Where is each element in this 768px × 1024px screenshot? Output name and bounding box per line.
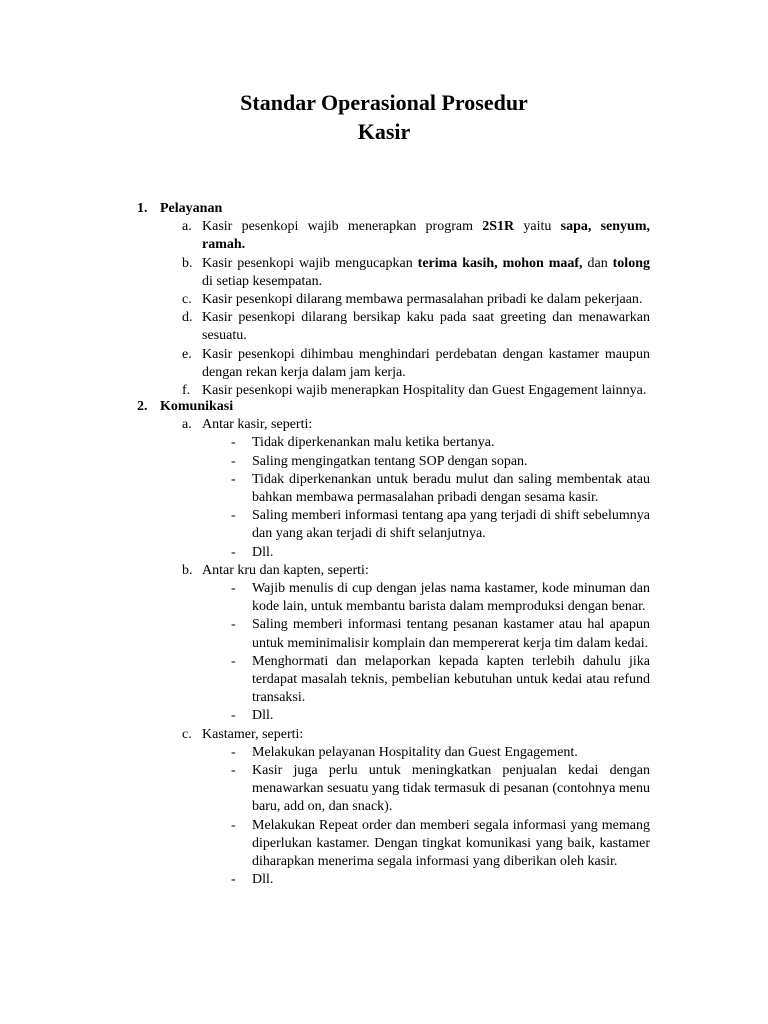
section-komunikasi (0, 398, 768, 889)
item-letter: e. (182, 346, 192, 362)
list-item (0, 309, 768, 345)
item-text-run: di setiap kesempatan. (202, 273, 323, 289)
item-text (202, 726, 650, 744)
section-number: 2. (137, 399, 148, 414)
bullet-item (0, 544, 768, 562)
bullet-item (0, 580, 768, 616)
bullet-text: Dll. (252, 872, 274, 888)
bullet-item (0, 453, 768, 471)
bold-text: tolong (612, 255, 650, 271)
list-item (0, 416, 768, 434)
bullet-item (0, 762, 768, 817)
dash-bullet-icon: - (231, 744, 236, 760)
list-item (0, 218, 768, 254)
dash-bullet-icon: - (231, 581, 236, 597)
list-item (0, 562, 768, 580)
section-heading (0, 398, 768, 416)
title-line-2: Kasir (357, 119, 411, 144)
bullet-text: Wajib menulis di cup dengan jelas nama kastamer, kode minuman dan kode lain, untuk membantu barista dalam memproduksi dengan benar. (252, 581, 650, 615)
bullet-text: Saling memberi informasi tentang pesanan kastamer atau hal apapun untuk meminimalisir komplain dan mempererat kerja tim dalam kedai. (252, 617, 650, 651)
item-letter: a. (182, 219, 192, 235)
section-title: Pelayanan (160, 201, 223, 216)
section-pelayanan (0, 200, 768, 400)
item-text-run: Antar kru dan kapten, seperti: (202, 562, 369, 578)
item-text-run: Kasir pesenkopi wajib menerapkan Hospitality dan Guest Engagement lainnya. (202, 383, 647, 399)
list-item (0, 255, 768, 291)
dash-bullet-icon: - (231, 617, 236, 633)
item-letter: a. (182, 417, 192, 433)
bullet-item (0, 507, 768, 543)
item-text-run: dan (582, 255, 613, 271)
list-item (0, 726, 768, 744)
bullet-text: Melakukan Repeat order dan memberi segala informasi yang memang diperlukan kastamer. Dengan tingkat komunikasi yang baik, kastamer diharapkan menerima segala informasi yang diberikan oleh kasir. (252, 817, 650, 870)
dash-bullet-icon: - (231, 453, 236, 469)
item-letter: b. (182, 255, 193, 271)
dash-bullet-icon: - (231, 435, 236, 451)
bullet-text: Kasir juga perlu untuk meningkatkan penjualan kedai dengan menawarkan sesuatu yang tidak termasuk di pesanan (contohnya menu baru, add on, dan snack). (252, 763, 650, 815)
bullet-item (0, 471, 768, 507)
item-text-run: Kasir pesenkopi dilarang membawa permasalahan pribadi ke dalam pekerjaan. (202, 292, 643, 307)
item-text (202, 291, 650, 309)
item-text-run: Kasir pesenkopi wajib mengucapkan (202, 255, 418, 271)
item-text (202, 309, 650, 345)
item-letter: f. (182, 383, 191, 399)
dash-bullet-icon: - (231, 653, 236, 669)
bold-text: 2S1R (482, 219, 515, 235)
item-text-run: Kastamer, seperti: (202, 726, 304, 742)
bold-text: sapa, senyum, ramah. (202, 219, 650, 253)
dash-bullet-icon: - (231, 817, 236, 833)
item-text (202, 562, 650, 580)
item-text-run: Kasir pesenkopi dilarang bersikap kaku pada saat greeting dan menawarkan sesuatu. (202, 310, 650, 344)
item-letter: c. (182, 726, 192, 742)
bullet-item (0, 653, 768, 708)
bullet-text: Melakukan pelayanan Hospitality dan Guest Engagement. (252, 744, 578, 760)
item-text-run: Kasir pesenkopi wajib menerapkan program (202, 219, 483, 235)
bullet-item (0, 707, 768, 725)
list-item (0, 346, 768, 382)
bullet-text: Menghormati dan melaporkan kepada kapten terlebih dahulu jika terdapat masalah teknis, pembelian kebutuhan untuk kedai atau refund transaksi. (252, 653, 650, 706)
dash-bullet-icon: - (231, 763, 236, 779)
section-number: 1. (137, 201, 148, 216)
bullet-text: Tidak diperkenankan malu ketika bertanya. (252, 435, 495, 451)
dash-bullet-icon: - (231, 544, 236, 560)
bullet-item (0, 744, 768, 762)
dash-bullet-icon: - (231, 508, 236, 524)
item-text-run: yaitu (514, 219, 561, 235)
item-letter: b. (182, 562, 193, 578)
dash-bullet-icon: - (231, 471, 236, 487)
bullet-item (0, 871, 768, 889)
bullet-text: Dll. (252, 708, 274, 724)
item-text (202, 218, 650, 254)
title-line-1: Standar Operasional Prosedur (240, 90, 528, 115)
bold-text: terima kasih, mohon maaf, (417, 255, 583, 271)
dash-bullet-icon: - (231, 872, 236, 888)
item-text-run: Antar kasir, seperti: (202, 417, 313, 433)
item-text (202, 346, 650, 382)
item-text (202, 416, 650, 434)
item-letter: d. (182, 310, 193, 326)
bullet-item (0, 434, 768, 452)
section-title: Komunikasi (160, 399, 234, 414)
item-letter: c. (182, 292, 192, 307)
bullet-text: Saling memberi informasi tentang apa yang terjadi di shift sebelumnya dan yang akan terjadi di shift selanjutnya. (252, 508, 650, 542)
bullet-text: Tidak diperkenankan untuk beradu mulut dan saling membentak atau bahkan membawa permasalahan pribadi dengan sesama kasir. (252, 471, 650, 505)
item-text-run: Kasir pesenkopi dihimbau menghindari perdebatan dengan kastamer maupun dengan rekan kerja dalam jam kerja. (202, 346, 650, 380)
bullet-item (0, 616, 768, 652)
item-text (202, 255, 650, 291)
bullet-text: Dll. (252, 544, 274, 560)
section-heading (0, 200, 768, 218)
bullet-text: Saling mengingatkan tentang SOP dengan sopan. (252, 453, 528, 469)
document-title (0, 88, 768, 146)
bullet-item (0, 817, 768, 872)
list-item (0, 291, 768, 309)
dash-bullet-icon: - (231, 708, 236, 724)
